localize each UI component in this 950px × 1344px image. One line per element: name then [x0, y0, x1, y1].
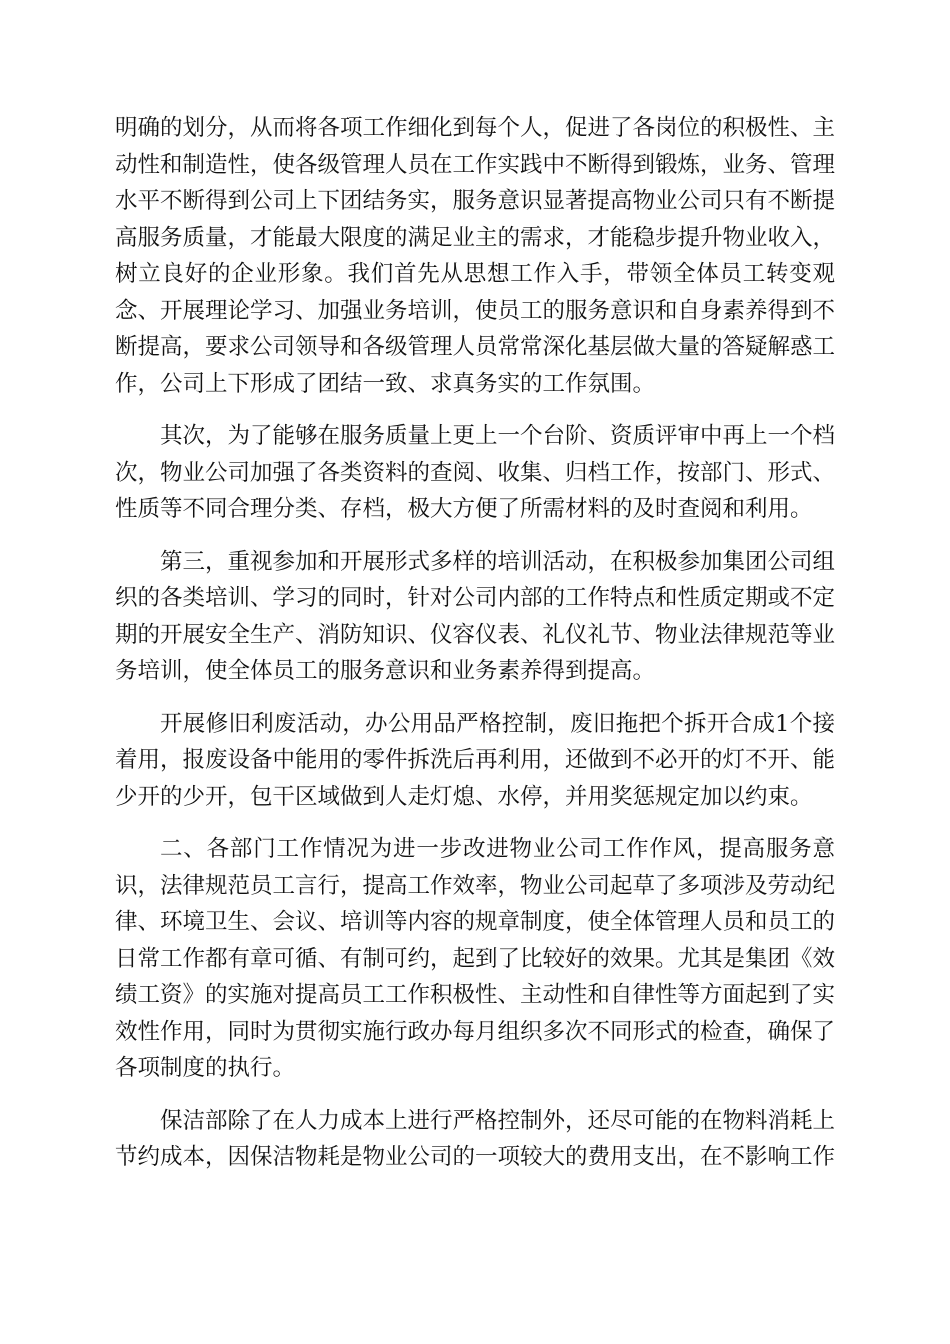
paragraph-waste-reuse: 开展修旧利废活动，办公用品严格控制，废旧拖把个拆开合成1个接着用，报废设备中能用的零件拆洗后再利用，还做到不必开的灯不开、能少开的少开，包干区域做到人走灯熄、水停，并用奖惩规定加以约束。 [115, 710, 836, 810]
document-page [115, 110, 835, 1192]
paragraph-continuation: 明确的划分，从而将各项工作细化到每个人，促进了各岗位的积极性、主动性和制造性，使各级管理人员在工作实践中不断得到锻炼，业务、管理水平不断得到公司上下团结务实，服务意识显著提高物业公司只有不断提高服务质量，才能最大限度的满足业主的需求，才能稳步提升物业收入，树立良好的企业形象。我们首先从思想工作入手，带领全体员工转变观念、开展理论学习、加强业务培训，使员工的服务意识和自身素养得到不断提高，要求公司领导和各级管理人员常常深化基层做大量的答疑解惑工作，公司上下形成了团结一致、求真务实的工作氛围。 [115, 115, 836, 397]
paragraph-records-management: 其次，为了能够在服务质量上更上一个台阶、资质评审中再上一个档次，物业公司加强了各类资料的查阅、收集、归档工作，按部门、形式、性质等不同合理分类、存档，极大方便了所需材料的及时查阅和利用。 [115, 423, 836, 522]
paragraph-training: 第三，重视参加和开展形式多样的培训活动，在积极参加集团公司组织的各类培训、学习的同时，针对公司内部的工作特点和性质定期或不定期的开展安全生产、消防知识、仪容仪表、礼仪礼节、物业法律规范等业务培训，使全体员工的服务意识和业务素养得到提高。 [115, 548, 836, 684]
paragraph-cleaning-department: 保洁部除了在人力成本上进行严格控制外，还尽可能的在物料消耗上节约成本，因保洁物耗是物业公司的一项较大的费用支出，在不影响工作 [115, 1107, 836, 1170]
paragraph-department-work: 二、各部门工作情况为进一步改进物业公司工作作风，提高服务意识，法律规范员工言行，提高工作效率，物业公司起草了多项涉及劳动纪律、环境卫生、会议、培训等内容的规章制度，使全体管理人员和员工的日常工作都有章可循、有制可约，起到了比较好的效果。尤其是集团《效绩工资》的实施对提高员工工作积极性、主动性和自律性等方面起到了实效性作用，同时为贯彻实施行政办每月组织多次不同形式的检查，确保了各项制度的执行。 [115, 836, 836, 1081]
